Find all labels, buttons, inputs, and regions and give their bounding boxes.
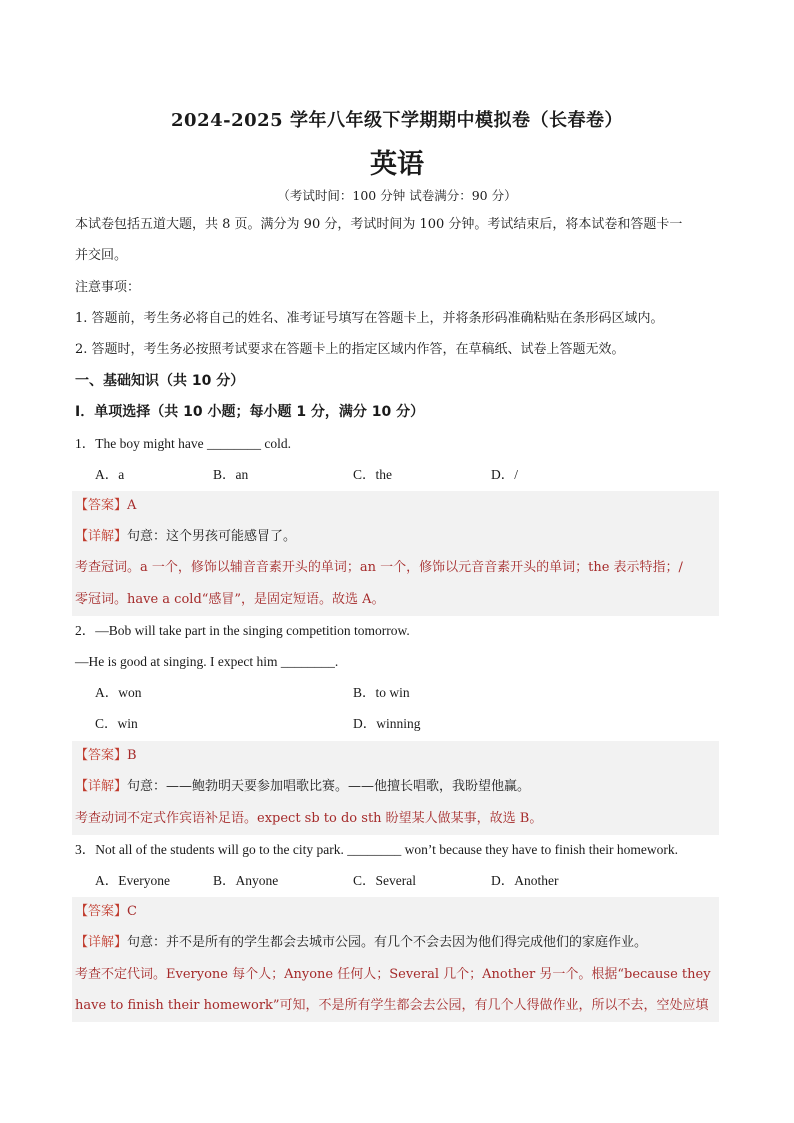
question-1-detail: 【详解】句意：这个男孩可能感冒了。 xyxy=(75,529,297,544)
question-3-detail: 【详解】句意：并不是所有的学生都会去城市公园。有几个不会去因为他们得完成他们的家庭作业。 xyxy=(75,935,648,950)
question-1-option-a: A．a xyxy=(95,467,125,482)
question-3-stem: 3．Not all of the students will go to the city park. ________ won’t because they have to finish their homework. xyxy=(75,842,679,857)
subject-title: 英语 xyxy=(370,149,424,180)
question-3-analysis-1: 考查不定代词。Everyone 每个人；Anyone 任何人；Several 几个；Another 另一个。根据“because they xyxy=(75,967,711,982)
question-3-option-d: D．Another xyxy=(491,873,559,888)
question-2-option-a: A．won xyxy=(95,685,142,700)
intro-line-2: 并交回。 xyxy=(75,248,128,263)
question-2-answer: 【答案】B xyxy=(75,748,137,763)
question-3-option-a: A．Everyone xyxy=(95,873,170,888)
section-title: 一、基础知识（共 10 分） xyxy=(75,373,245,389)
exam-title: 2024-2025 学年八年级下学期期中模拟卷（长春卷） xyxy=(171,110,623,131)
question-3-option-b: B．Anyone xyxy=(213,873,279,888)
question-1-analysis-2: 零冠词。have a cold“感冒”，是固定短语。故选 A。 xyxy=(75,592,385,607)
question-2-option-d: D．winning xyxy=(353,716,421,731)
question-3-option-c: C．Several xyxy=(353,873,416,888)
question-1-option-c: C．the xyxy=(353,467,392,482)
question-1-answer: 【答案】A xyxy=(75,498,137,513)
question-1-option-d: D．/ xyxy=(491,467,518,482)
question-1-analysis-1: 考查冠词。a 一个，修饰以辅音音素开头的单词；an 一个，修饰以元音音素开头的单词；the 表示特指；/ xyxy=(75,560,683,575)
intro-line-1: 本试卷包括五道大题，共 8 页。满分为 90 分，考试时间为 100 分钟。考试结束后，将本试卷和答题卡一 xyxy=(75,217,683,232)
part-title: Ⅰ．单项选择（共 10 小题；每小题 1 分，满分 10 分） xyxy=(75,404,425,420)
question-3-analysis-2: have to finish their homework”可知，不是所有学生都会去公园，有几个人得做作业，所以不去，空处应填 xyxy=(75,998,709,1013)
question-1-option-b: B．an xyxy=(213,467,249,482)
question-2-stem-2: —He is good at singing. I expect him ________. xyxy=(75,654,339,669)
question-2-option-c: C．win xyxy=(95,716,138,731)
note-2: 2. 答题时，考生务必按照考试要求在答题卡上的指定区域内作答，在草稿纸、试卷上答题无效。 xyxy=(75,342,625,357)
question-3-answer: 【答案】C xyxy=(75,904,137,919)
question-2-detail: 【详解】句意：——鲍勃明天要参加唱歌比赛。——他擅长唱歌，我盼望他赢。 xyxy=(75,779,531,794)
question-1-stem: 1．The boy might have ________ cold. xyxy=(75,436,291,451)
question-2-stem: 2．—Bob will take part in the singing competition tomorrow. xyxy=(75,623,410,638)
note-1: 1. 答题前，考生务必将自己的姓名、准考证号填写在答题卡上，并将条形码准确粘贴在条形码区域内。 xyxy=(75,311,664,326)
question-2-option-b: B．to win xyxy=(353,685,410,700)
notes-title: 注意事项： xyxy=(75,280,141,295)
time-info: （考试时间：100 分钟 试卷满分：90 分） xyxy=(277,188,517,203)
question-2-analysis-1: 考查动词不定式作宾语补足语。expect sb to do sth 盼望某人做某事，故选 B。 xyxy=(75,811,543,826)
